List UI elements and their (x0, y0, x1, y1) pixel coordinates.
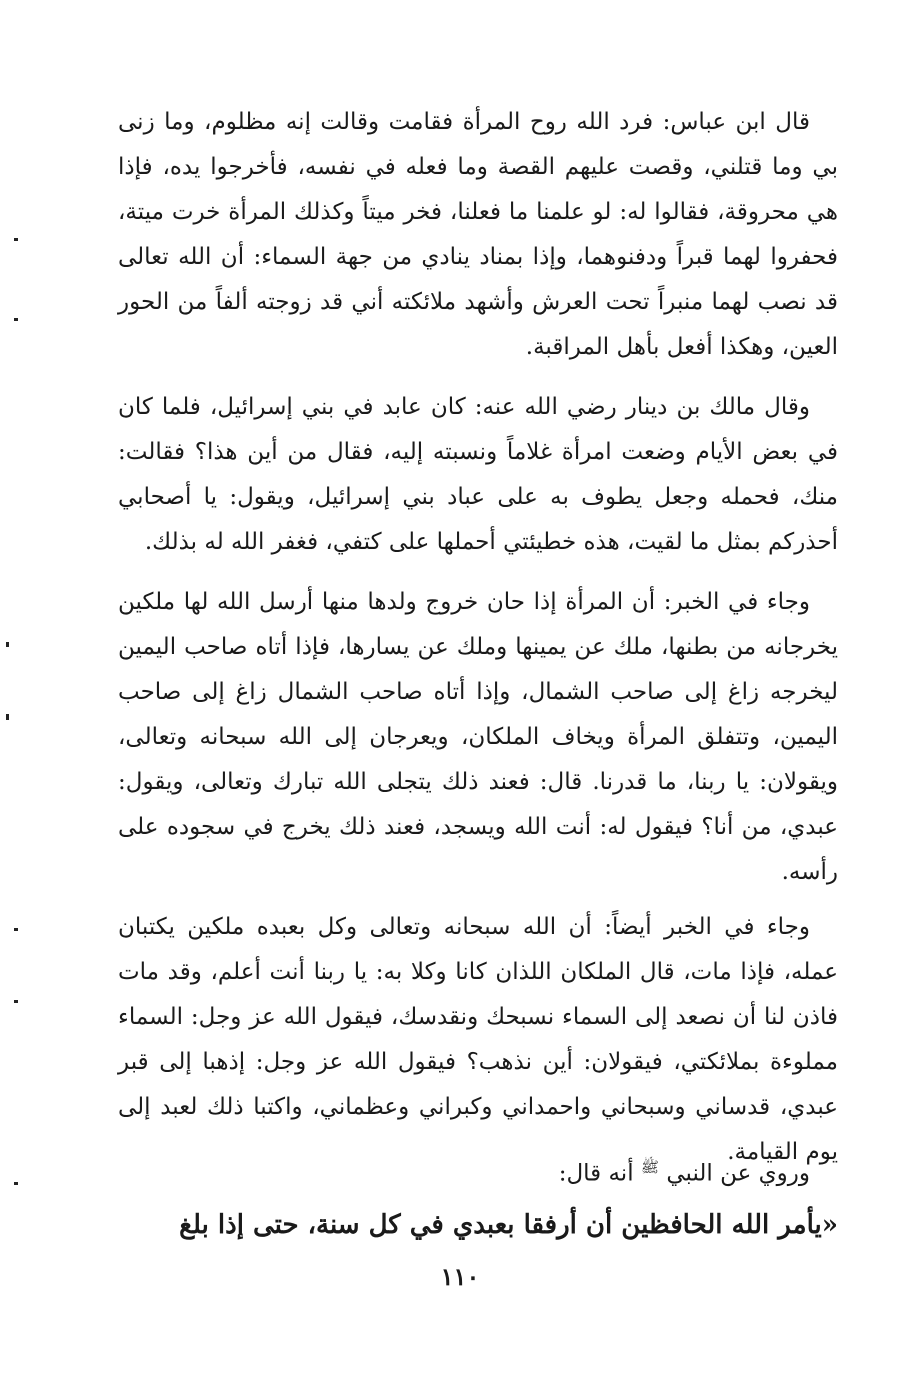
scan-mark (14, 238, 18, 241)
paragraph-malik-ibn-dinar (118, 385, 838, 565)
scan-mark (14, 928, 18, 931)
scan-mark (6, 714, 9, 720)
paragraph-text: وقال مالك بن دينار رضي الله عنه: كان عابد في بني إسرائيل، فلما كان في بعض الأيام وضعت امرأة غلاماً ونسبته إليه، فقال من أين هذا؟ فقالت: منك، فحمله وجعل يطوف به على عباد بني إسرائيل، ويقول: يا أصحابي أحذركم بمثل ما لقيت، هذه خطيئتي أحملها على كتفي، فغفر الله له بذلك. (118, 394, 838, 555)
scan-mark (14, 318, 18, 321)
scan-mark (6, 642, 9, 647)
intro-after: أنه قال: (558, 1160, 634, 1187)
paragraph-text: وجاء في الخبر أيضاً: أن الله سبحانه وتعالى وكل بعبده ملكين يكتبان عمله، فإذا مات، قال الملكان اللذان كانا وكلا به: يا ربنا أنت أعلم، وقد مات فاذن لنا أن نصعد إلى السماء نسبحك ونقدسك، فيقول الله عز وجل: السماء مملوءة بملائكتي، فيقولان: أين نذهب؟ فيقول الله عز وجل: إذهبا إلى قبر عبدي، قدساني وسبحاني واحمداني وكبراني وعظماني، واكتبا ذلك لعبد إلى يوم القيامة. (118, 914, 838, 1165)
hadith-intro-line (118, 1145, 838, 1197)
hadith-quote: «يأمر الله الحافظين أن أرفقا بعبدي في كل سنة، حتى إذا بلغ (179, 1210, 838, 1240)
paragraph-ibn-abbas (118, 100, 838, 370)
scan-mark (14, 1000, 18, 1003)
scan-mark (14, 1182, 18, 1185)
intro-before: وروي عن النبي (666, 1160, 810, 1187)
paragraph-childbirth-angels (118, 580, 838, 895)
paragraph-recording-angels (118, 905, 838, 1175)
paragraph-text: قال ابن عباس: فرد الله روح المرأة فقامت وقالت إنه مظلوم، وما زنى بي وما قتلني، وقصت عليهم القصة وما فعله في نفسه، فأخرجوا يده، فإذا هي محروقة، فقالوا له: لو علمنا ما فعلنا، فخر ميتاً وكذلك المرأة خرت ميتة، فحفروا لهما قبراً ودفنوهما، وإذا بمناد ينادي من جهة السماء: أن الله تعالى قد نصب لهما منبراً تحت العرش وأشهد ملائكته أني قد زوجته ألفاً من الحور العين، وهكذا أفعل بأهل المراقبة. (118, 109, 838, 360)
paragraph-text: وجاء في الخبر: أن المرأة إذا حان خروج ولدها منها أرسل الله لها ملكين يخرجانه من بطنها، ملك عن يمينها وملك عن يسارها، فإذا أتاه صاحب اليمين ليخرجه زاغ إلى صاحب الشمال، وإذا أتاه صاحب الشمال زاغ إلى صاحب اليمين، وتتفلق المرأة ويخاف الملكان، ويعرجان إلى الله سبحانه وتعالى، ويقولان: يا ربنا، ما قدرنا. قال: فعند ذلك يتجلى الله تبارك وتعالى، ويقول: عبدي، من أنا؟ فيقول له: أنت الله ويسجد، فعند ذلك يخرج في سجوده على رأسه. (118, 589, 838, 885)
hadith-intro (118, 1145, 838, 1197)
salawat-ligature: ﷺ (640, 1158, 660, 1176)
page-number: ١١٠ (440, 1262, 480, 1291)
